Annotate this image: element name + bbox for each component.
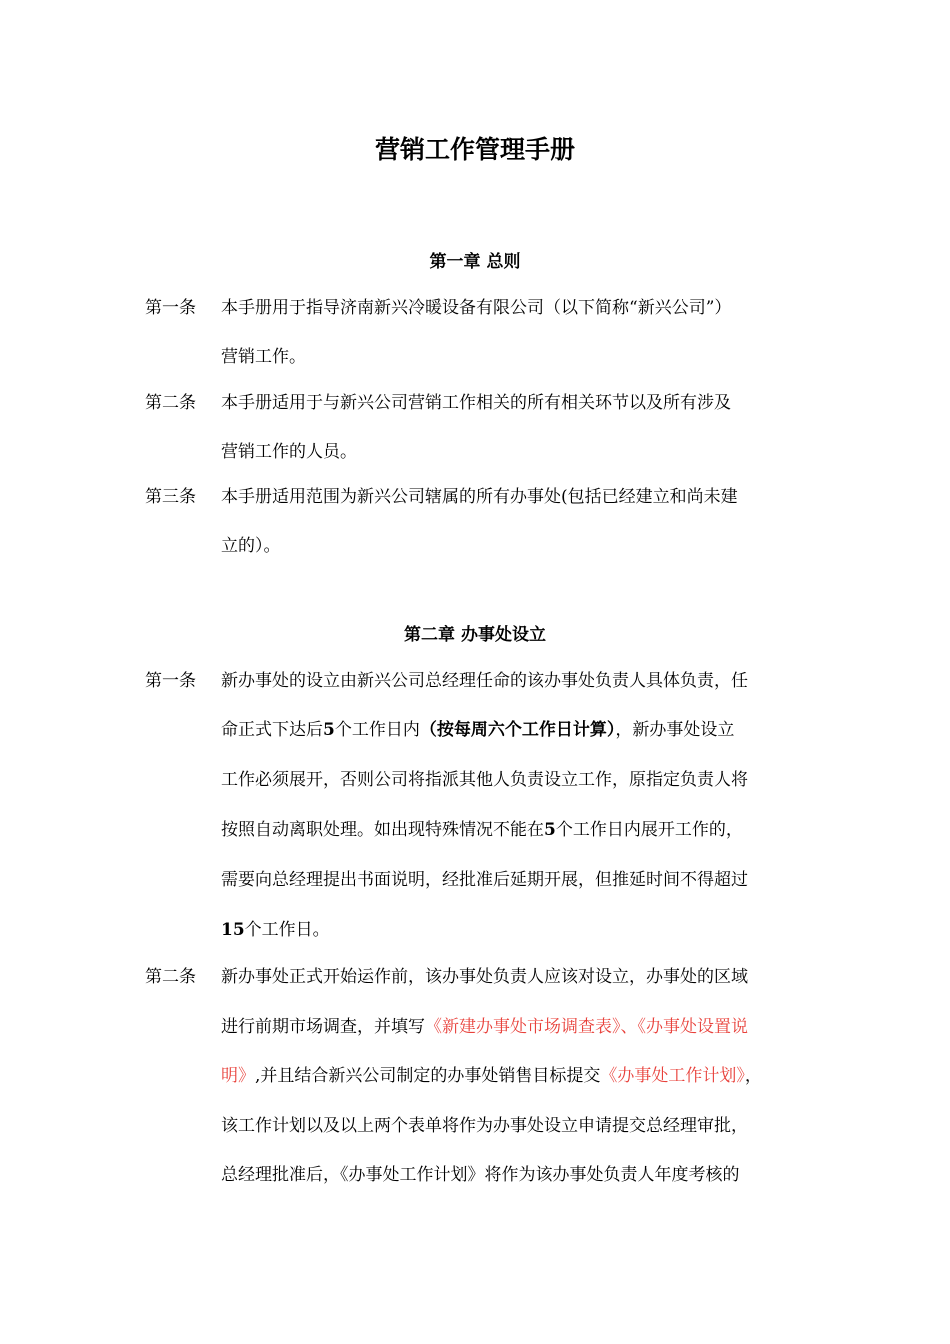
text-run: 个工作日。: [244, 920, 330, 940]
form-reference-link: 《办事处工作计划》: [600, 1066, 745, 1086]
chapter-2-article-2-line-1: 新办事处正式开始运作前，该办事处负责人应该对设立，办事处的区域: [221, 967, 748, 987]
bold-number: 15: [221, 920, 245, 940]
text-run: 命正式下达后: [221, 720, 323, 740]
chapter-2-article-2-line-4: 该工作计划以及以上两个表单将作为办事处设立申请提交总经理审批，: [221, 1116, 748, 1136]
form-reference-link: 《新建办事处市场调查表》、《办事处设置说: [425, 1017, 748, 1037]
chapter-1-article-2-label: 第二条: [145, 393, 196, 413]
chapter-2-article-1-line-6: [221, 918, 330, 942]
bold-number: 5: [323, 720, 335, 740]
chapter-2-article-1-line-1: 新办事处的设立由新兴公司总经理任命的该办事处负责人具体负责，任: [221, 671, 748, 691]
text-run: ，新办事处设立: [615, 720, 735, 740]
chapter-2-article-1-line-2: [221, 718, 734, 742]
chapter-2-article-1-line-5: 需要向总经理提出书面说明，经批准后延期开展，但推延时间不得超过: [221, 870, 748, 890]
chapter-1-article-3-label: 第三条: [145, 487, 196, 507]
text-run: ,并且结合新兴公司制定的办事处销售目标提交: [255, 1066, 601, 1086]
text-run: 个工作日内: [334, 720, 420, 740]
chapter-1-article-2-line-1: 本手册适用于与新兴公司营销工作相关的所有相关环节以及所有涉及: [221, 393, 731, 413]
text-run: 个工作日内展开工作的，: [555, 820, 743, 840]
chapter-1-heading: 第一章 总则: [429, 252, 521, 272]
chapter-1-article-1-line-1: 本手册用于指导济南新兴冷暖设备有限公司（以下简称“新兴公司”）: [221, 298, 732, 318]
bold-number: 5: [544, 820, 556, 840]
bold-note: （按每周六个工作日计算）: [419, 720, 616, 740]
text-run: ，: [744, 1066, 762, 1086]
chapter-2-article-2-line-5: 总经理批准后，《办事处工作计划》将作为该办事处负责人年度考核的: [221, 1165, 740, 1185]
chapter-2-heading: 第二章 办事处设立: [404, 625, 546, 645]
document-title: 营销工作管理手册: [374, 135, 575, 164]
chapter-2-article-1-line-3: 工作必须展开，否则公司将指派其他人负责设立工作，原指定负责人将: [221, 770, 748, 790]
form-reference-link: 明》: [221, 1066, 255, 1086]
chapter-1-article-3-line-2: 立的）。: [221, 536, 281, 556]
chapter-1-article-1-line-2: 营销工作。: [221, 347, 306, 367]
chapter-2-article-1-label: 第一条: [145, 671, 196, 691]
text-run: 按照自动离职处理。如出现特殊情况不能在: [221, 820, 544, 840]
chapter-2-article-1-line-4: [221, 818, 743, 842]
chapter-2-article-2-line-2: [221, 1015, 748, 1039]
chapter-1-article-3-line-1: 本手册适用范围为新兴公司辖属的所有办事处(包括已经建立和尚未建: [221, 487, 738, 507]
chapter-1-article-2-line-2: 营销工作的人员。: [221, 442, 357, 462]
chapter-2-article-2-line-3: [221, 1064, 762, 1088]
text-run: 进行前期市场调查，并填写: [221, 1017, 425, 1037]
chapter-2-article-2-label: 第二条: [145, 967, 196, 987]
chapter-1-article-1-label: 第一条: [145, 298, 196, 318]
